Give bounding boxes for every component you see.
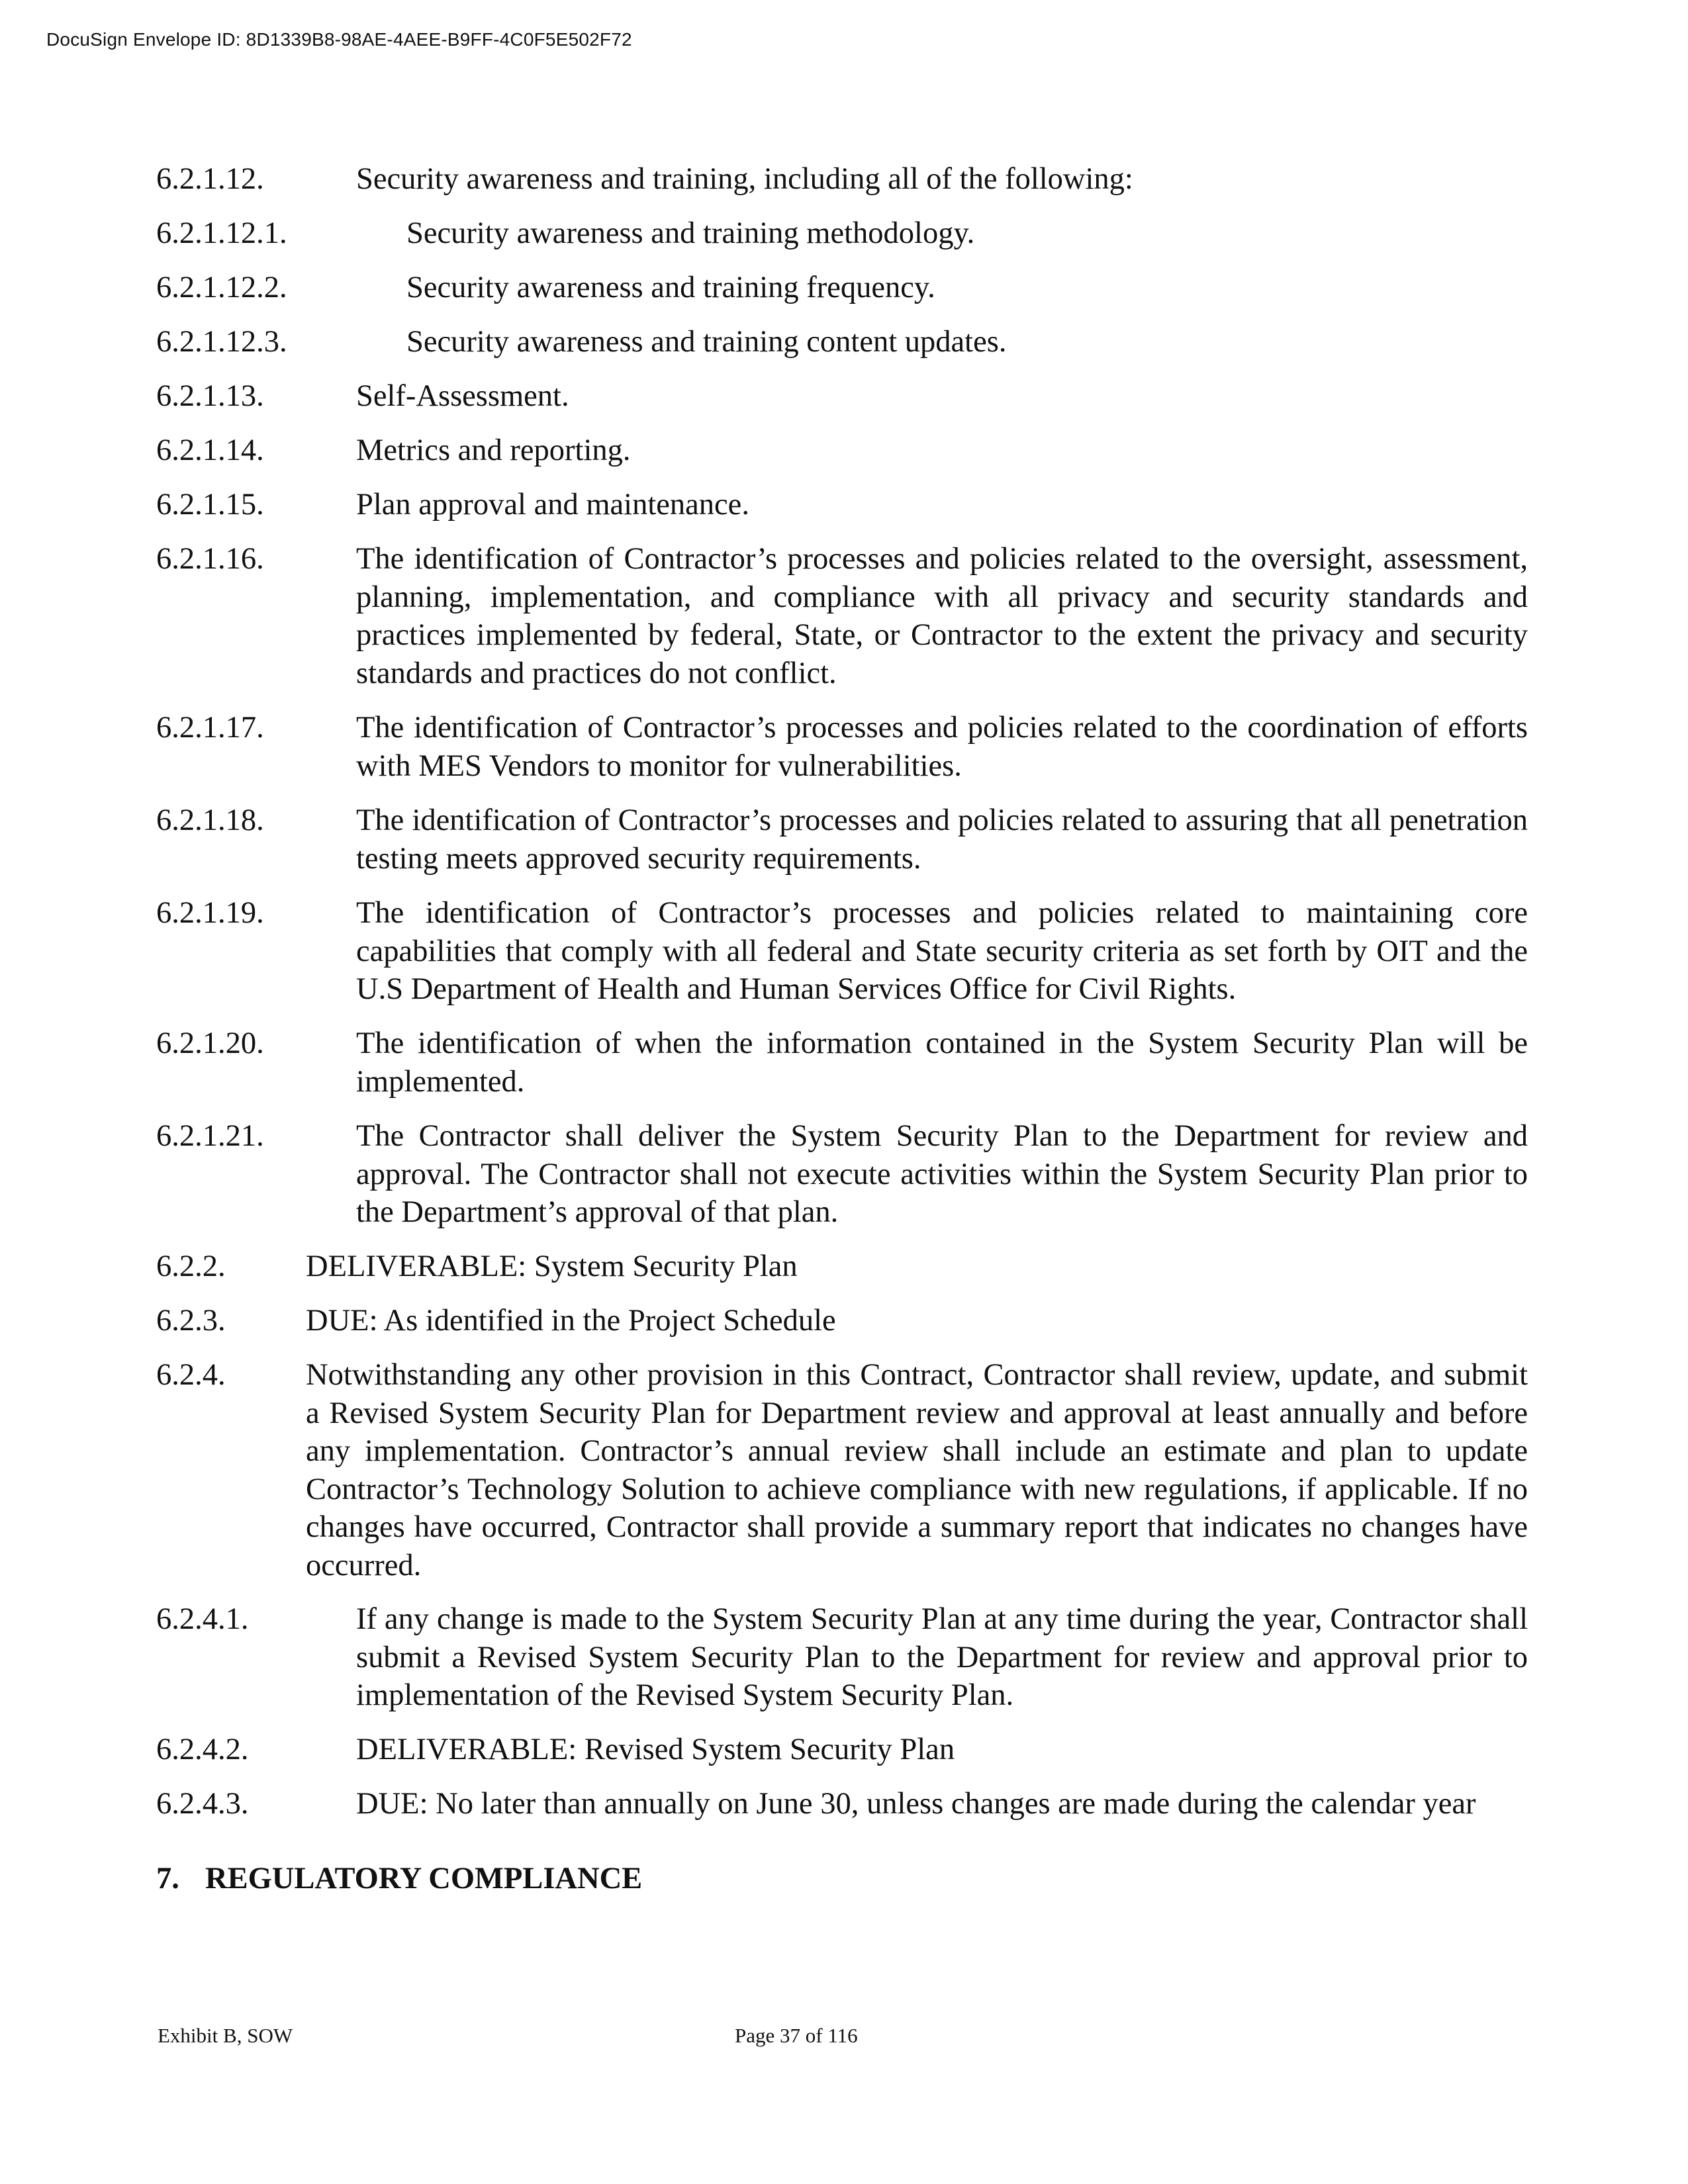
clause-number: 6.2.1.14. bbox=[156, 433, 264, 467]
clause-number: 6.2.1.13. bbox=[156, 379, 264, 413]
clause-text: Security awareness and training frequency. bbox=[406, 271, 935, 304]
clause-6-2-3 bbox=[156, 1302, 1528, 1340]
clause-text: Plan approval and maintenance. bbox=[356, 488, 749, 522]
clause-text: Self-Assessment. bbox=[356, 379, 569, 413]
clause-text: The Contractor shall deliver the System Security Plan to the Department for review and approval. The Contractor shall not execute activities within the System Security Plan prior to the Department’s approval of that plan. bbox=[356, 1119, 1528, 1229]
clause-number: 6.2.1.12.1. bbox=[156, 216, 287, 250]
clause-text: Security awareness and training, including all of the following: bbox=[356, 162, 1133, 196]
clause-6-2-1-12-1 bbox=[156, 214, 1528, 253]
docusign-envelope-id: DocuSign Envelope ID: 8D1339B8-98AE-4AEE-B9FF-4C0F5E502F72 bbox=[46, 29, 632, 50]
clause-number: 6.2.1.12.2. bbox=[156, 271, 287, 304]
clause-6-2-4-1 bbox=[156, 1600, 1528, 1715]
clause-6-2-1-12-3 bbox=[156, 323, 1528, 361]
clause-6-2-1-19 bbox=[156, 894, 1528, 1009]
footer-page-number: Page 37 of 116 bbox=[735, 2024, 858, 2047]
clause-text: The identification of Contractor’s processes and policies related to the coordination of efforts with MES Vendors to monitor for vulnerabilities. bbox=[356, 711, 1528, 783]
clause-text: Notwithstanding any other provision in this Contract, Contractor shall review, update, and submit a Revised System Security Plan for Department review and approval at least annually and before any implementation. Contractor’s annual review shall include an estimate and plan to update Contractor’s Technology Solution to achieve compliance with new regulations, if applicable. If no changes have occurred, Contractor shall provide a summary report that indicates no changes have occurred. bbox=[306, 1358, 1528, 1582]
clause-number: 6.2.1.16. bbox=[156, 542, 264, 576]
clause-6-2-1-20 bbox=[156, 1024, 1528, 1101]
clause-number: 6.2.3. bbox=[156, 1304, 226, 1338]
clause-number: 6.2.2. bbox=[156, 1250, 226, 1283]
clause-number: 6.2.4.2. bbox=[156, 1733, 249, 1766]
clause-6-2-1-14 bbox=[156, 432, 1528, 470]
clause-6-2-1-21 bbox=[156, 1117, 1528, 1232]
clause-number: 6.2.1.18. bbox=[156, 803, 264, 837]
clause-6-2-4 bbox=[156, 1356, 1528, 1584]
clause-6-2-1-15 bbox=[156, 486, 1528, 524]
clause-number: 6.2.1.12.3. bbox=[156, 325, 287, 359]
clause-number: 6.2.1.17. bbox=[156, 711, 264, 745]
clause-6-2-1-16 bbox=[156, 540, 1528, 692]
clause-6-2-4-3 bbox=[156, 1785, 1528, 1823]
clause-text: DELIVERABLE: Revised System Security Plan bbox=[356, 1733, 955, 1766]
clause-number: 6.2.1.19. bbox=[156, 896, 264, 930]
clause-6-2-1-18 bbox=[156, 801, 1528, 878]
clause-text: Metrics and reporting. bbox=[356, 433, 631, 467]
clause-6-2-1-12-2 bbox=[156, 269, 1528, 307]
clause-number: 6.2.1.21. bbox=[156, 1119, 264, 1153]
footer-exhibit: Exhibit B, SOW bbox=[158, 2024, 293, 2047]
clause-text: If any change is made to the System Security Plan at any time during the year, Contractor shall submit a Revised System Security Plan to the Department for review and approval prior to implementation of the Revised System Security Plan. bbox=[356, 1602, 1528, 1712]
clause-text: The identification of Contractor’s processes and policies related to maintaining core capabilities that comply with all federal and State security criteria as set forth by OIT and the U.S Department of Health and Human Services Office for Civil Rights. bbox=[356, 896, 1528, 1006]
clause-6-2-1-13 bbox=[156, 377, 1528, 416]
clause-text: DUE: No later than annually on June 30, unless changes are made during the calendar year bbox=[356, 1787, 1476, 1821]
clause-text: DUE: As identified in the Project Schedule bbox=[306, 1304, 836, 1338]
clause-text: The identification of Contractor’s processes and policies related to the oversight, assessment, planning, implementation, and compliance with all privacy and security standards and practices implemented by federal, State, or Contractor to the extent the privacy and security standards and practices do not conflict. bbox=[356, 542, 1528, 690]
clause-number: 6.2.1.12. bbox=[156, 162, 264, 196]
clause-text: DELIVERABLE: System Security Plan bbox=[306, 1250, 798, 1283]
clause-6-2-2 bbox=[156, 1248, 1528, 1286]
clause-number: 6.2.4. bbox=[156, 1358, 226, 1392]
clause-number: 6.2.4.3. bbox=[156, 1787, 249, 1821]
clause-text: Security awareness and training content updates. bbox=[406, 325, 1007, 359]
clause-number: 6.2.4.1. bbox=[156, 1602, 249, 1636]
clause-number: 6.2.1.15. bbox=[156, 488, 264, 522]
clause-text: The identification of Contractor’s processes and policies related to assuring that all penetration testing meets approved security requirements. bbox=[356, 803, 1528, 876]
clause-number: 6.2.1.20. bbox=[156, 1026, 264, 1060]
clause-6-2-4-2 bbox=[156, 1731, 1528, 1769]
section-title: REGULATORY COMPLIANCE bbox=[205, 1862, 643, 1895]
section-heading bbox=[156, 1860, 642, 1898]
section-number: 7. bbox=[156, 1862, 179, 1895]
clause-6-2-1-17 bbox=[156, 709, 1528, 785]
clause-text: Security awareness and training methodology. bbox=[406, 216, 975, 250]
clause-text: The identification of when the information contained in the System Security Plan will be implemented. bbox=[356, 1026, 1528, 1099]
clause-6-2-1-12 bbox=[156, 160, 1528, 199]
